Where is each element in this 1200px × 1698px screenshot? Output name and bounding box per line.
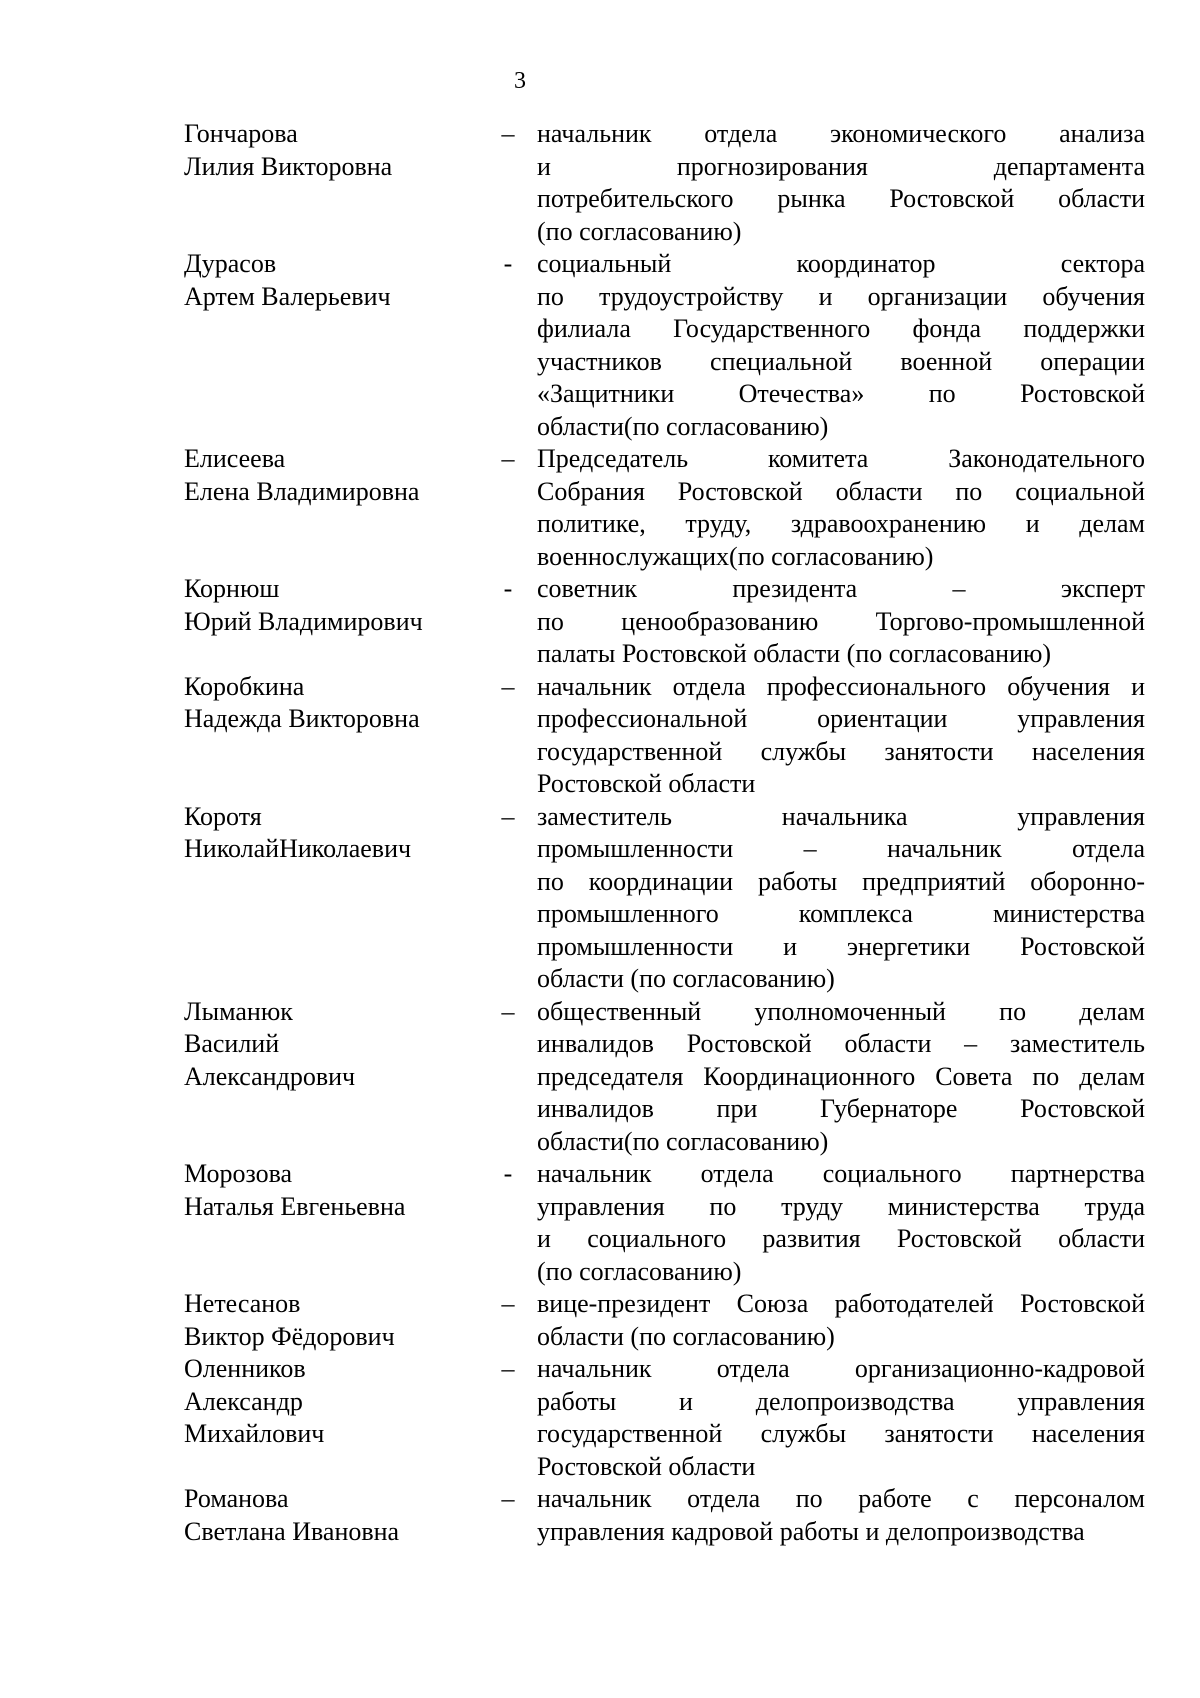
member-name-line: Коротя bbox=[184, 801, 262, 831]
member-dash: – bbox=[501, 444, 515, 473]
member-name-line: Романова bbox=[184, 1484, 289, 1513]
member-role-line: и социального развития Ростовской области bbox=[537, 1224, 1145, 1253]
member-role bbox=[537, 1353, 1145, 1483]
member-name bbox=[184, 443, 484, 508]
member-role-line: Председатель комитета Законодательного bbox=[537, 444, 1145, 473]
member-name bbox=[184, 1158, 484, 1223]
member-role bbox=[537, 248, 1145, 443]
member-list bbox=[0, 118, 1200, 1548]
member-role-line: области (по согласованию) bbox=[537, 964, 835, 993]
member-role-line: Ростовской области bbox=[537, 1451, 756, 1481]
member-role-line: социальный координатор сектора bbox=[537, 249, 1145, 278]
member-name-line: Лыманюк bbox=[184, 996, 293, 1026]
member-role-line: военнослужащих(по согласованию) bbox=[537, 541, 934, 571]
member-dash: – bbox=[501, 801, 515, 831]
member-entry bbox=[0, 1353, 1200, 1483]
member-role-line: Собрания Ростовской области по социальной bbox=[537, 476, 1145, 506]
member-role bbox=[537, 801, 1145, 996]
member-name bbox=[184, 671, 484, 736]
member-dash: – bbox=[501, 996, 515, 1026]
member-name-line: Артем Валерьевич bbox=[184, 281, 391, 311]
member-name-line: Дурасов bbox=[184, 249, 277, 278]
member-entry bbox=[0, 671, 1200, 801]
member-role-line: промышленного комплекса министерства bbox=[537, 899, 1145, 928]
member-role-line: филиала Государственного фонда поддержки bbox=[537, 314, 1145, 343]
member-role-line: начальник отдела организационно-кадровой bbox=[537, 1354, 1145, 1383]
member-entry bbox=[0, 443, 1200, 573]
member-role-line: и прогнозирования департамента bbox=[537, 151, 1145, 181]
member-name-line: Гончарова bbox=[184, 119, 298, 148]
member-name-line: Александр bbox=[184, 1386, 303, 1416]
member-name-line: Елисеева bbox=[184, 444, 286, 473]
member-role-line: общественный уполномоченный по делам bbox=[537, 996, 1145, 1026]
member-role bbox=[537, 1158, 1145, 1288]
member-role-line: политике, труду, здравоохранению и делам bbox=[537, 509, 1145, 538]
member-role-line: промышленности и энергетики Ростовской bbox=[537, 931, 1145, 961]
member-name bbox=[184, 248, 484, 313]
member-name-line: Юрий Владимирович bbox=[184, 606, 423, 636]
member-role-line: по трудоустройству и организации обучения bbox=[537, 281, 1145, 311]
member-name bbox=[184, 573, 484, 638]
member-role-line: начальник отдела социального партнерства bbox=[537, 1159, 1145, 1188]
member-role-line: по координации работы предприятий оборонно- bbox=[537, 866, 1145, 896]
member-role bbox=[537, 1483, 1145, 1548]
member-role-line: инвалидов Ростовской области – заместитель bbox=[537, 1029, 1145, 1058]
member-entry bbox=[0, 801, 1200, 996]
member-name-line: НиколайНиколаевич bbox=[184, 834, 412, 863]
member-role bbox=[537, 573, 1145, 671]
member-role bbox=[537, 118, 1145, 248]
member-name-line: Корнюш bbox=[184, 574, 280, 603]
member-name bbox=[184, 1288, 484, 1353]
member-entry bbox=[0, 1158, 1200, 1288]
member-role-line: управления по труду министерства труда bbox=[537, 1191, 1145, 1221]
member-role-line: вице-президент Союза работодателей Ростовской bbox=[537, 1289, 1145, 1318]
member-name-line: Елена Владимировна bbox=[184, 476, 420, 506]
member-role-line: промышленности – начальник отдела bbox=[537, 834, 1145, 863]
member-dash: – bbox=[501, 671, 515, 701]
member-dash: – bbox=[501, 1484, 515, 1513]
member-entry bbox=[0, 1483, 1200, 1548]
member-name bbox=[184, 1483, 484, 1548]
member-role-line: области(по согласованию) bbox=[537, 411, 829, 441]
member-role-line: заместитель начальника управления bbox=[537, 801, 1145, 831]
member-name-line: Нетесанов bbox=[184, 1289, 301, 1318]
member-dash: - bbox=[503, 574, 513, 603]
member-name-line: Морозова bbox=[184, 1159, 293, 1188]
member-role-line: участников специальной военной операции bbox=[537, 346, 1145, 376]
member-role-line: (по согласованию) bbox=[537, 1256, 742, 1286]
member-name-line: Виктор Фёдорович bbox=[184, 1321, 395, 1351]
member-role-line: области (по согласованию) bbox=[537, 1321, 835, 1351]
member-entry bbox=[0, 248, 1200, 443]
member-name-line: Наталья Евгеньевна bbox=[184, 1191, 406, 1221]
member-name bbox=[184, 801, 484, 866]
member-name-line: Лилия Викторовна bbox=[184, 151, 393, 181]
member-name-line: Александрович bbox=[184, 1061, 356, 1091]
member-dash: – bbox=[501, 119, 515, 148]
member-role-line: профессиональной ориентации управления bbox=[537, 704, 1145, 733]
member-role-line: по ценообразованию Торгово-промышленной bbox=[537, 606, 1145, 636]
member-role-line: государственной службы занятости населения bbox=[537, 736, 1145, 766]
member-role-line: начальник отдела профессионального обучения и bbox=[537, 671, 1145, 701]
member-role-line: работы и делопроизводства управления bbox=[537, 1386, 1145, 1416]
member-role-line: палаты Ростовской области (по согласованию) bbox=[537, 639, 1052, 668]
member-name bbox=[184, 996, 484, 1094]
page-number: 3 bbox=[514, 68, 526, 94]
member-name-line: Надежда Викторовна bbox=[184, 704, 420, 733]
member-role-line: Ростовской области bbox=[537, 769, 756, 798]
member-role bbox=[537, 671, 1145, 801]
member-role-line: начальник отдела экономического анализа bbox=[537, 119, 1145, 148]
member-entry bbox=[0, 996, 1200, 1159]
member-dash: – bbox=[501, 1289, 515, 1318]
member-name-line: Коробкина bbox=[184, 671, 305, 701]
member-role-line: «Защитники Отечества» по Ростовской bbox=[537, 379, 1145, 408]
member-role-line: государственной службы занятости населения bbox=[537, 1419, 1145, 1448]
member-entry bbox=[0, 118, 1200, 248]
member-dash: – bbox=[501, 1354, 515, 1383]
member-name bbox=[184, 118, 484, 183]
member-dash: - bbox=[503, 1159, 513, 1188]
member-role-line: (по согласованию) bbox=[537, 216, 742, 246]
member-name bbox=[184, 1353, 484, 1451]
member-name-line: Василий bbox=[184, 1029, 280, 1058]
member-role bbox=[537, 443, 1145, 573]
member-entry bbox=[0, 1288, 1200, 1353]
member-name-line: Михайлович bbox=[184, 1419, 325, 1448]
member-role-line: инвалидов при Губернаторе Ростовской bbox=[537, 1094, 1145, 1123]
member-role bbox=[537, 1288, 1145, 1353]
member-role-line: потребительского рынка Ростовской области bbox=[537, 184, 1145, 213]
member-dash: - bbox=[503, 249, 513, 278]
member-role-line: управления кадровой работы и делопроизводства bbox=[537, 1516, 1085, 1546]
member-role-line: начальник отдела по работе с персоналом bbox=[537, 1484, 1145, 1513]
member-name-line: Оленников bbox=[184, 1354, 306, 1383]
member-role bbox=[537, 996, 1145, 1159]
member-role-line: области(по согласованию) bbox=[537, 1126, 829, 1156]
member-name-line: Светлана Ивановна bbox=[184, 1516, 400, 1546]
member-role-line: советник президента – эксперт bbox=[537, 574, 1145, 603]
member-role-line: председателя Координационного Совета по делам bbox=[537, 1061, 1145, 1091]
member-entry bbox=[0, 573, 1200, 671]
